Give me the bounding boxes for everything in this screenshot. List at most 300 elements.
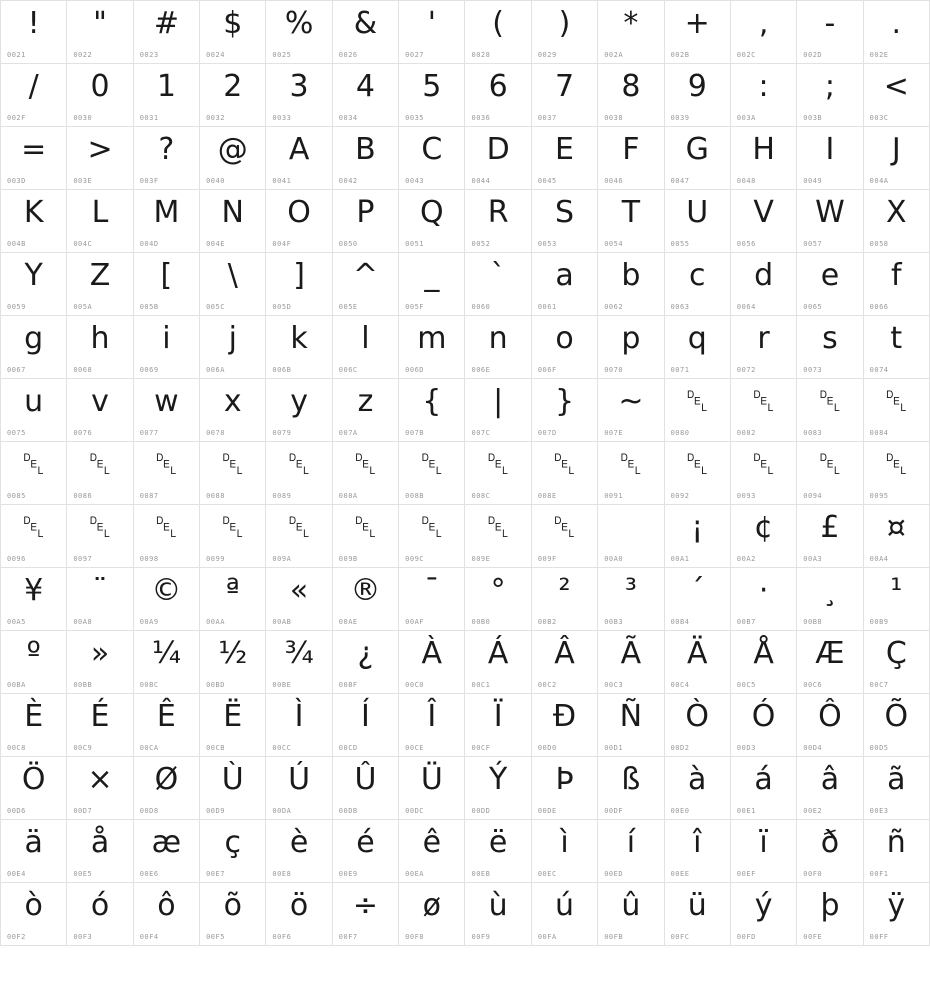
glyph-character: Â: [554, 636, 575, 671]
glyph-cell[interactable]: [333, 757, 399, 820]
glyph-cell[interactable]: [333, 442, 399, 505]
glyph-cell[interactable]: [1, 253, 67, 316]
glyph-cell[interactable]: [67, 64, 133, 127]
glyph-codepoint-label: 00EE: [670, 870, 690, 878]
glyph-cell[interactable]: [1, 568, 67, 631]
glyph-cell[interactable]: [333, 694, 399, 757]
glyph-codepoint-label: 00F9: [471, 933, 491, 941]
glyph-cell[interactable]: [399, 1, 465, 64]
glyph-cell[interactable]: [731, 757, 797, 820]
glyph-cell[interactable]: [266, 883, 332, 946]
glyph-cell[interactable]: [266, 631, 332, 694]
glyph-codepoint-label: 009C: [405, 555, 424, 563]
glyph-cell[interactable]: [333, 190, 399, 253]
glyph-cell[interactable]: [1, 127, 67, 190]
glyph-character: L: [91, 195, 109, 230]
glyph-cell[interactable]: [266, 316, 332, 379]
glyph-cell[interactable]: [864, 190, 930, 253]
glyph-cell[interactable]: [465, 505, 531, 568]
glyph-cell[interactable]: [731, 505, 797, 568]
glyph-cell[interactable]: [665, 694, 731, 757]
glyph-cell[interactable]: [333, 820, 399, 883]
glyph-character: 0: [90, 69, 110, 104]
glyph-cell[interactable]: [266, 757, 332, 820]
glyph-character: Ü: [420, 762, 443, 797]
glyph-character: #: [153, 6, 179, 41]
glyph-character: %: [284, 6, 314, 41]
glyph-character: $: [223, 6, 243, 41]
glyph-codepoint-label: 00F2: [7, 933, 26, 941]
glyph-cell[interactable]: [665, 757, 731, 820]
glyph-cell[interactable]: [67, 379, 133, 442]
glyph-cell[interactable]: [598, 505, 664, 568]
glyph-cell[interactable]: [200, 316, 266, 379]
glyph-cell[interactable]: [532, 820, 598, 883]
glyph-character: Ê: [156, 699, 176, 734]
glyph-cell[interactable]: [731, 127, 797, 190]
glyph-cell[interactable]: [731, 379, 797, 442]
glyph-cell[interactable]: [200, 253, 266, 316]
glyph-cell[interactable]: [266, 190, 332, 253]
glyph-cell[interactable]: [665, 253, 731, 316]
glyph-cell[interactable]: [598, 316, 664, 379]
glyph-character: W: [815, 195, 845, 230]
glyph-character: s: [822, 321, 838, 356]
glyph-codepoint-label: 00AA: [206, 618, 225, 626]
glyph-cell[interactable]: [465, 127, 531, 190]
glyph-cell[interactable]: [864, 694, 930, 757]
glyph-cell[interactable]: [598, 190, 664, 253]
glyph-character: þ: [820, 888, 840, 923]
glyph-cell[interactable]: [532, 190, 598, 253]
glyph-character: ␡: [287, 510, 312, 545]
glyph-cell[interactable]: [200, 379, 266, 442]
glyph-cell[interactable]: [266, 505, 332, 568]
glyph-cell[interactable]: [465, 631, 531, 694]
glyph-cell[interactable]: [200, 820, 266, 883]
glyph-cell[interactable]: [67, 1, 133, 64]
glyph-cell[interactable]: [665, 505, 731, 568]
glyph-cell[interactable]: [333, 127, 399, 190]
glyph-character: y: [290, 384, 308, 419]
glyph-cell[interactable]: [134, 757, 200, 820]
glyph-cell[interactable]: [399, 190, 465, 253]
glyph-cell[interactable]: [399, 253, 465, 316]
glyph-cell[interactable]: [399, 442, 465, 505]
glyph-cell[interactable]: [665, 190, 731, 253]
glyph-cell[interactable]: [67, 568, 133, 631]
glyph-codepoint-label: 00EB: [471, 870, 491, 878]
glyph-cell[interactable]: [797, 757, 863, 820]
glyph-cell[interactable]: [665, 64, 731, 127]
glyph-cell[interactable]: [532, 505, 598, 568]
glyph-cell[interactable]: [797, 694, 863, 757]
glyph-cell[interactable]: [797, 379, 863, 442]
glyph-cell[interactable]: [864, 379, 930, 442]
glyph-character: Í: [361, 699, 370, 734]
glyph-cell[interactable]: [399, 694, 465, 757]
glyph-cell[interactable]: [266, 1, 332, 64]
glyph-cell[interactable]: [399, 820, 465, 883]
glyph-character: æ: [151, 825, 182, 860]
glyph-cell[interactable]: [465, 442, 531, 505]
glyph-cell[interactable]: [200, 883, 266, 946]
glyph-cell[interactable]: [598, 127, 664, 190]
glyph-cell[interactable]: [1, 379, 67, 442]
glyph-cell[interactable]: [1, 505, 67, 568]
glyph-cell[interactable]: [665, 568, 731, 631]
glyph-cell[interactable]: [200, 568, 266, 631]
glyph-cell[interactable]: [1, 64, 67, 127]
glyph-character: Ñ: [619, 699, 643, 734]
glyph-codepoint-label: 006D: [405, 366, 424, 374]
glyph-cell[interactable]: [399, 379, 465, 442]
glyph-cell[interactable]: [797, 190, 863, 253]
glyph-codepoint-label: 0076: [73, 429, 93, 437]
glyph-cell[interactable]: [134, 568, 200, 631]
glyph-cell[interactable]: [67, 316, 133, 379]
glyph-cell[interactable]: [665, 316, 731, 379]
glyph-cell[interactable]: [665, 442, 731, 505]
glyph-cell[interactable]: [797, 127, 863, 190]
glyph-cell[interactable]: [67, 505, 133, 568]
glyph-cell[interactable]: [665, 127, 731, 190]
glyph-codepoint-label: 0066: [869, 303, 889, 311]
glyph-cell[interactable]: [67, 127, 133, 190]
glyph-cell[interactable]: [532, 568, 598, 631]
glyph-codepoint-label: 0062: [604, 303, 624, 311]
glyph-cell[interactable]: [465, 316, 531, 379]
glyph-cell[interactable]: [731, 883, 797, 946]
glyph-character: ¸: [822, 573, 838, 608]
glyph-cell[interactable]: [864, 253, 930, 316]
glyph-cell[interactable]: [134, 442, 200, 505]
glyph-cell[interactable]: [399, 127, 465, 190]
glyph-cell[interactable]: [1, 1, 67, 64]
glyph-cell[interactable]: [134, 631, 200, 694]
glyph-character: ␡: [884, 447, 909, 482]
glyph-cell[interactable]: [67, 253, 133, 316]
glyph-cell[interactable]: [134, 316, 200, 379]
glyph-cell[interactable]: [200, 631, 266, 694]
glyph-cell[interactable]: [532, 253, 598, 316]
glyph-cell[interactable]: [731, 694, 797, 757]
glyph-cell[interactable]: [266, 379, 332, 442]
glyph-codepoint-label: 00B2: [537, 618, 557, 626]
glyph-cell[interactable]: [465, 694, 531, 757]
glyph-character: ␡: [751, 447, 776, 482]
glyph-cell[interactable]: [797, 64, 863, 127]
glyph-codepoint-label: 00E0: [670, 807, 690, 815]
glyph-character: F: [622, 132, 640, 167]
glyph-cell[interactable]: [731, 568, 797, 631]
glyph-codepoint-label: 0054: [604, 240, 624, 248]
glyph-cell[interactable]: [532, 757, 598, 820]
glyph-cell[interactable]: [598, 64, 664, 127]
glyph-cell[interactable]: [200, 442, 266, 505]
glyph-character: w: [154, 384, 179, 419]
glyph-cell[interactable]: [134, 379, 200, 442]
glyph-cell[interactable]: [1, 694, 67, 757]
glyph-cell[interactable]: [797, 631, 863, 694]
glyph-codepoint-label: 0027: [405, 51, 424, 59]
glyph-cell[interactable]: [532, 694, 598, 757]
glyph-cell[interactable]: [532, 127, 598, 190]
glyph-cell[interactable]: [399, 568, 465, 631]
glyph-codepoint-label: 0077: [139, 429, 159, 437]
glyph-cell[interactable]: [333, 379, 399, 442]
glyph-character: »: [90, 636, 110, 671]
glyph-character: C: [421, 132, 443, 167]
glyph-codepoint-label: 00BE: [272, 681, 292, 689]
glyph-character: ␡: [353, 510, 378, 545]
glyph-cell[interactable]: [864, 505, 930, 568]
glyph-cell[interactable]: [134, 883, 200, 946]
glyph-cell[interactable]: [333, 505, 399, 568]
glyph-cell[interactable]: [67, 820, 133, 883]
glyph-cell[interactable]: [399, 505, 465, 568]
glyph-character: :: [758, 69, 769, 104]
glyph-character: Û: [354, 762, 377, 797]
glyph-codepoint-label: 0034: [338, 114, 358, 122]
glyph-character: ␡: [419, 447, 444, 482]
glyph-cell[interactable]: [598, 820, 664, 883]
glyph-codepoint-label: 00BA: [7, 681, 26, 689]
glyph-cell[interactable]: [797, 820, 863, 883]
glyph-cell[interactable]: [532, 316, 598, 379]
glyph-cell[interactable]: [598, 757, 664, 820]
glyph-cell[interactable]: [864, 568, 930, 631]
glyph-cell[interactable]: [598, 568, 664, 631]
glyph-cell[interactable]: [266, 568, 332, 631]
glyph-character: ß: [621, 762, 641, 797]
glyph-cell[interactable]: [598, 694, 664, 757]
glyph-cell[interactable]: [465, 568, 531, 631]
glyph-character: Ù: [221, 762, 244, 797]
glyph-codepoint-label: 00A4: [869, 555, 889, 563]
glyph-cell[interactable]: [598, 379, 664, 442]
glyph-character: i: [162, 321, 171, 356]
glyph-codepoint-label: 00BF: [338, 681, 358, 689]
glyph-cell[interactable]: [864, 1, 930, 64]
glyph-cell[interactable]: [532, 379, 598, 442]
glyph-cell[interactable]: [1, 820, 67, 883]
glyph-cell[interactable]: [797, 883, 863, 946]
glyph-cell[interactable]: [731, 190, 797, 253]
glyph-codepoint-label: 004C: [73, 240, 93, 248]
glyph-cell[interactable]: [465, 253, 531, 316]
glyph-cell[interactable]: [1, 316, 67, 379]
glyph-cell[interactable]: [665, 379, 731, 442]
glyph-cell[interactable]: [266, 442, 332, 505]
glyph-cell[interactable]: [134, 820, 200, 883]
glyph-cell[interactable]: [665, 820, 731, 883]
glyph-cell[interactable]: [731, 64, 797, 127]
glyph-cell[interactable]: [731, 253, 797, 316]
glyph-cell[interactable]: [864, 127, 930, 190]
glyph-cell[interactable]: [465, 64, 531, 127]
glyph-cell[interactable]: [200, 505, 266, 568]
glyph-codepoint-label: 006B: [272, 366, 292, 374]
glyph-cell[interactable]: [134, 1, 200, 64]
glyph-codepoint-label: 002C: [736, 51, 756, 59]
glyph-character: ô: [157, 888, 176, 923]
glyph-cell[interactable]: [864, 316, 930, 379]
glyph-cell[interactable]: [67, 190, 133, 253]
glyph-codepoint-label: 005F: [405, 303, 424, 311]
glyph-character: â: [820, 762, 840, 797]
glyph-cell[interactable]: [67, 442, 133, 505]
glyph-character: ": [93, 6, 107, 41]
glyph-cell[interactable]: [134, 253, 200, 316]
glyph-cell[interactable]: [864, 442, 930, 505]
glyph-cell[interactable]: [465, 757, 531, 820]
glyph-codepoint-label: 009E: [471, 555, 491, 563]
glyph-cell[interactable]: [200, 127, 266, 190]
glyph-cell[interactable]: [465, 190, 531, 253]
glyph-cell[interactable]: [200, 694, 266, 757]
glyph-character: N: [221, 195, 244, 230]
glyph-cell[interactable]: [465, 883, 531, 946]
glyph-cell[interactable]: [598, 442, 664, 505]
glyph-cell[interactable]: [333, 883, 399, 946]
glyph-cell[interactable]: [532, 1, 598, 64]
glyph-codepoint-label: 0091: [604, 492, 624, 500]
glyph-cell[interactable]: [731, 1, 797, 64]
glyph-cell[interactable]: [665, 1, 731, 64]
glyph-cell[interactable]: [1, 757, 67, 820]
glyph-character: ␡: [88, 510, 113, 545]
glyph-cell[interactable]: [1, 883, 67, 946]
glyph-character: ␡: [817, 447, 842, 482]
glyph-codepoint-label: 00F8: [405, 933, 424, 941]
glyph-character: S: [555, 195, 575, 230]
glyph-cell[interactable]: [266, 820, 332, 883]
glyph-character: ¿: [357, 636, 374, 671]
glyph-character: ¼: [151, 636, 181, 671]
glyph-character: R: [487, 195, 509, 230]
glyph-cell[interactable]: [134, 127, 200, 190]
glyph-cell[interactable]: [465, 1, 531, 64]
glyph-codepoint-label: 0065: [803, 303, 823, 311]
glyph-cell[interactable]: [598, 631, 664, 694]
glyph-cell[interactable]: [200, 64, 266, 127]
glyph-cell[interactable]: [532, 631, 598, 694]
glyph-cell[interactable]: [465, 820, 531, 883]
glyph-codepoint-label: 0037: [537, 114, 557, 122]
glyph-character: ,: [758, 6, 769, 41]
glyph-cell[interactable]: [266, 127, 332, 190]
glyph-cell[interactable]: [333, 64, 399, 127]
glyph-cell[interactable]: [731, 820, 797, 883]
glyph-codepoint-label: 00C3: [604, 681, 624, 689]
glyph-cell[interactable]: [598, 1, 664, 64]
glyph-codepoint-label: 0029: [537, 51, 557, 59]
glyph-cell[interactable]: [1, 631, 67, 694]
glyph-cell[interactable]: [333, 1, 399, 64]
glyph-character: a: [555, 258, 574, 293]
glyph-cell[interactable]: [797, 442, 863, 505]
glyph-cell[interactable]: [731, 316, 797, 379]
glyph-cell[interactable]: [200, 1, 266, 64]
glyph-codepoint-label: 00E3: [869, 807, 889, 815]
glyph-cell[interactable]: [266, 253, 332, 316]
glyph-cell[interactable]: [731, 442, 797, 505]
glyph-cell[interactable]: [399, 631, 465, 694]
glyph-cell[interactable]: [465, 379, 531, 442]
glyph-character: /: [28, 69, 39, 104]
glyph-codepoint-label: 00FF: [869, 933, 889, 941]
glyph-codepoint-label: 00A8: [73, 618, 93, 626]
glyph-cell[interactable]: [665, 631, 731, 694]
glyph-cell[interactable]: [532, 883, 598, 946]
glyph-cell[interactable]: [333, 253, 399, 316]
glyph-cell[interactable]: [399, 883, 465, 946]
glyph-cell[interactable]: [67, 757, 133, 820]
glyph-cell[interactable]: [67, 631, 133, 694]
glyph-character: Z: [89, 258, 111, 293]
glyph-character: ␡: [21, 510, 46, 545]
glyph-codepoint-label: 0057: [803, 240, 823, 248]
glyph-codepoint-label: 00A5: [7, 618, 26, 626]
glyph-cell[interactable]: [1, 190, 67, 253]
glyph-cell[interactable]: [333, 316, 399, 379]
glyph-cell[interactable]: [266, 64, 332, 127]
glyph-cell[interactable]: [797, 253, 863, 316]
glyph-codepoint-label: 0053: [537, 240, 557, 248]
glyph-character: q: [687, 321, 707, 356]
glyph-cell[interactable]: [134, 505, 200, 568]
glyph-cell[interactable]: [200, 757, 266, 820]
glyph-cell[interactable]: [532, 64, 598, 127]
glyph-codepoint-label: 00D8: [139, 807, 159, 815]
glyph-cell[interactable]: [797, 1, 863, 64]
glyph-cell[interactable]: [134, 190, 200, 253]
glyph-cell[interactable]: [797, 316, 863, 379]
glyph-cell[interactable]: [864, 883, 930, 946]
glyph-cell[interactable]: [399, 757, 465, 820]
glyph-character: ␡: [353, 447, 378, 482]
glyph-cell[interactable]: [797, 505, 863, 568]
glyph-cell[interactable]: [67, 883, 133, 946]
glyph-codepoint-label: 0082: [736, 429, 756, 437]
glyph-cell[interactable]: [1, 442, 67, 505]
glyph-cell[interactable]: [200, 190, 266, 253]
glyph-cell[interactable]: [864, 631, 930, 694]
glyph-cell[interactable]: [333, 631, 399, 694]
glyph-character: 5: [422, 69, 442, 104]
glyph-character: *: [623, 6, 639, 41]
glyph-cell[interactable]: [864, 757, 930, 820]
glyph-cell[interactable]: [333, 568, 399, 631]
glyph-cell[interactable]: [864, 820, 930, 883]
glyph-cell[interactable]: [864, 64, 930, 127]
glyph-cell[interactable]: [399, 64, 465, 127]
glyph-cell[interactable]: [134, 694, 200, 757]
glyph-cell[interactable]: [134, 64, 200, 127]
glyph-cell[interactable]: [598, 883, 664, 946]
glyph-cell[interactable]: [731, 631, 797, 694]
glyph-cell[interactable]: [399, 316, 465, 379]
glyph-cell[interactable]: [266, 694, 332, 757]
glyph-codepoint-label: 0071: [670, 366, 690, 374]
glyph-cell[interactable]: [67, 694, 133, 757]
glyph-cell[interactable]: [797, 568, 863, 631]
glyph-character: ␡: [618, 447, 643, 482]
glyph-cell[interactable]: [532, 442, 598, 505]
glyph-cell[interactable]: [598, 253, 664, 316]
glyph-cell[interactable]: [665, 883, 731, 946]
